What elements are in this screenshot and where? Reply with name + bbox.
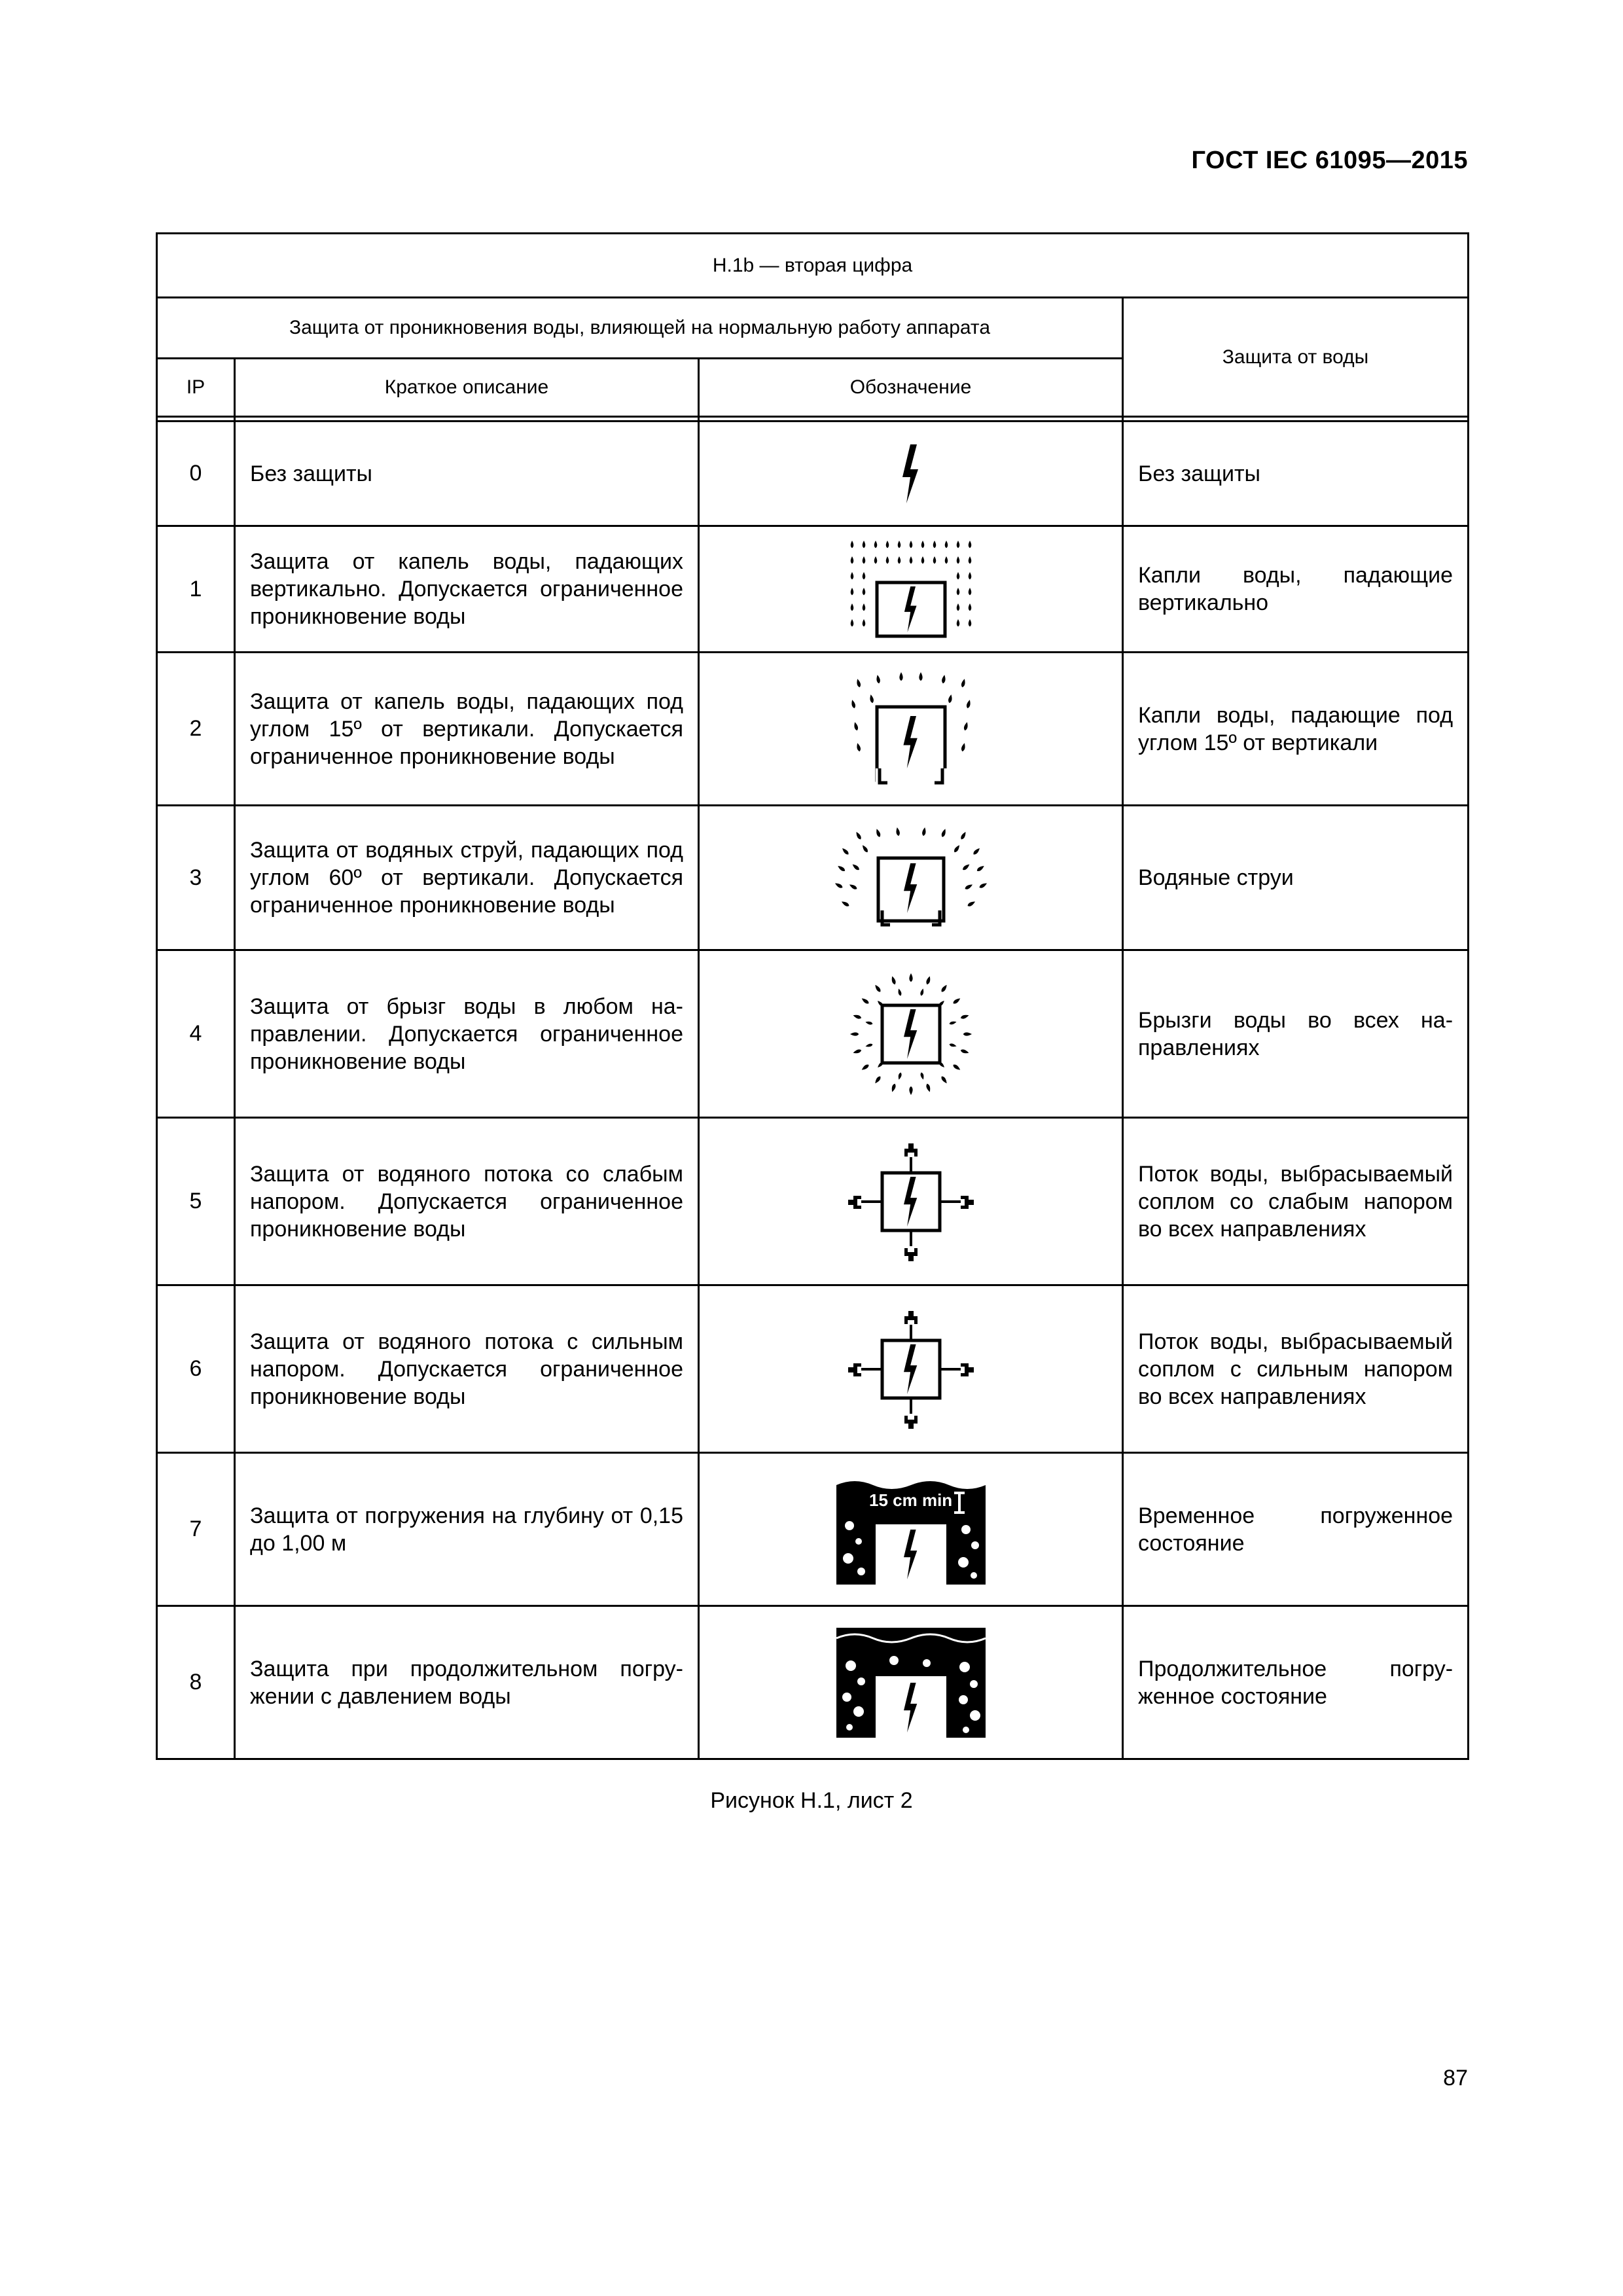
ip-second-digit-table: [156, 232, 1469, 1760]
vertical-drops-icon: [699, 526, 1123, 653]
row-description: Защита от погружения на глубину от 0,15 до 1,00 м: [235, 1453, 699, 1606]
row-description: Защита от капель воды, падающих вертикально. Допускается ограниченное проникновение воды: [235, 526, 699, 653]
row-water-protection: Брызги воды во всех направлениях: [1123, 950, 1469, 1118]
ip-code: 2: [157, 653, 235, 806]
splash-all-directions-icon: [699, 950, 1123, 1118]
table-title: Н.1b — вторая цифра: [157, 234, 1469, 298]
spray-60-degrees-icon: [699, 806, 1123, 950]
ip-column-header: IP: [157, 359, 235, 417]
temporary-immersion-icon: [699, 1453, 1123, 1606]
continuous-immersion-icon: [699, 1606, 1123, 1759]
table-row: [157, 422, 1469, 526]
row-water-protection: Поток воды, выбрасываемый соплом со слабым напором во всех направлениях: [1123, 1118, 1469, 1285]
low-pressure-jets-icon: [699, 1118, 1123, 1285]
standard-header: ГОСТ IEC 61095—2015: [1191, 147, 1468, 174]
row-description: Защита при продолжительном погружении с давлением воды: [235, 1606, 699, 1759]
ip-code: 0: [157, 422, 235, 526]
table-row: [157, 806, 1469, 950]
ip-code: 8: [157, 1606, 235, 1759]
high-pressure-jets-icon: [699, 1285, 1123, 1453]
ip-code: 5: [157, 1118, 235, 1285]
ip-code: 7: [157, 1453, 235, 1606]
row-water-protection: Продолжительное погруженное состояние: [1123, 1606, 1469, 1759]
table-row: [157, 1118, 1469, 1285]
row-description: Защита от водяного потока с сильным напором. Допускается ограниченное проникновение воды: [235, 1285, 699, 1453]
row-water-protection: Водяные струи: [1123, 806, 1469, 950]
table-row: [157, 1285, 1469, 1453]
page-number: 87: [1443, 2066, 1468, 2090]
row-description: Защита от водяного потока со слабым напором. Допускается ограниченное проникновение воды: [235, 1118, 699, 1285]
row-water-protection: Временное погруженное состояние: [1123, 1453, 1469, 1606]
depth-label: 15 cm min: [868, 1490, 952, 1510]
water-protection-header: Защита от воды: [1123, 298, 1469, 417]
description-column-header: Краткое описание: [235, 359, 699, 417]
row-water-protection: Поток воды, выбрасываемый соплом с сильным напором во всех направлениях: [1123, 1285, 1469, 1453]
table-row: [157, 526, 1469, 653]
table-row: [157, 1453, 1469, 1606]
symbol-column-header: Обозначение: [699, 359, 1123, 417]
lightning-symbol-icon: [699, 422, 1123, 526]
group-header: Защита от проникновения воды, влияющей на нормальную работу аппарата: [157, 298, 1123, 359]
figure-caption: Рисунок Н.1, лист 2: [710, 1788, 913, 1813]
ip-code: 1: [157, 526, 235, 653]
row-description: Без защиты: [235, 422, 699, 526]
ip-code: 4: [157, 950, 235, 1118]
table-row: [157, 950, 1469, 1118]
ip-code: 3: [157, 806, 235, 950]
row-description: Защита от водяных струй, падающих под углом 60º от вертикали. Допускается ограниченное проникновение воды: [235, 806, 699, 950]
ip-code: 6: [157, 1285, 235, 1453]
row-description: Защита от капель воды, падающих под углом 15º от вертикали. Допускается ограниченное проникновение воды: [235, 653, 699, 806]
row-water-protection: Без защиты: [1123, 422, 1469, 526]
row-water-protection: Капли воды, падающие вертикально: [1123, 526, 1469, 653]
row-description: Защита от брызг воды в любом направлении. Допускается ограниченное проникновение воды: [235, 950, 699, 1118]
table-row: [157, 653, 1469, 806]
table-row: [157, 1606, 1469, 1759]
row-water-protection: Капли воды, падающие под углом 15º от вертикали: [1123, 653, 1469, 806]
drops-15-degrees-icon: [699, 653, 1123, 806]
